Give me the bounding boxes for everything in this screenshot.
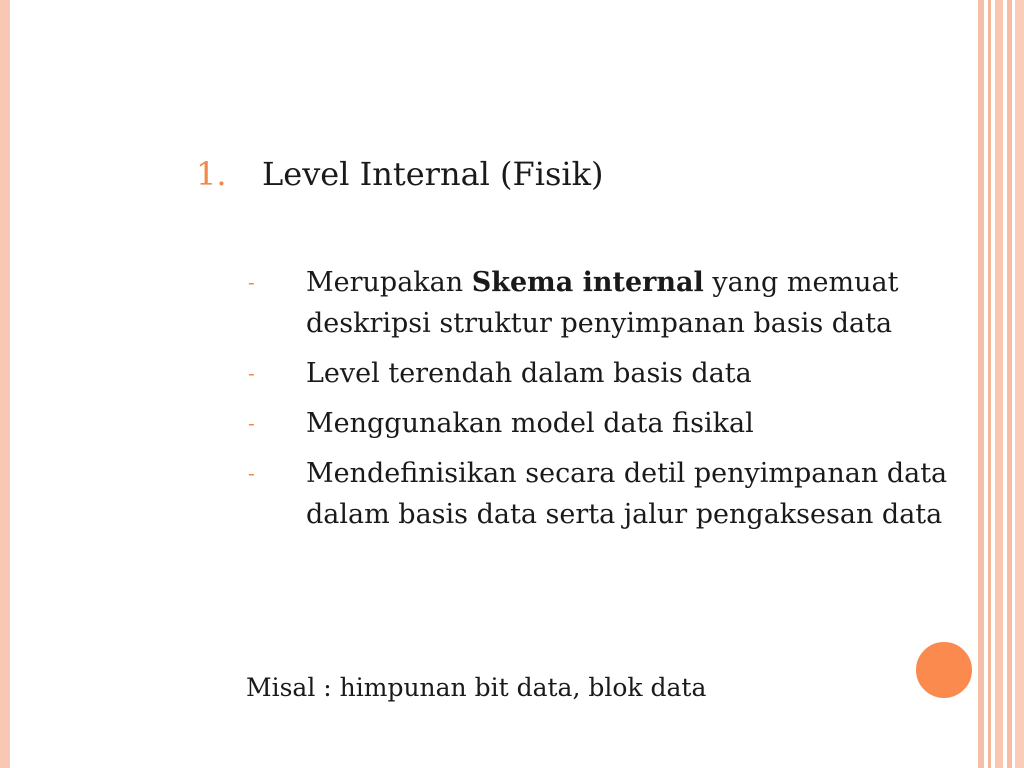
decorative-stripe [978, 0, 984, 768]
decorative-stripe [1015, 0, 1024, 768]
bullet-text: Level terendah dalam basis data [306, 358, 752, 389]
heading-number: 1. [196, 155, 227, 193]
heading-text: Level Internal (Fisik) [262, 155, 604, 193]
decorative-stripe [1007, 0, 1012, 768]
orange-circle-decoration [914, 640, 974, 700]
bullet-text: Mendefinisikan secara detil penyimpanan data dalam basis data serta jalur pengaksesan data [306, 458, 948, 530]
bullet-item [248, 453, 978, 535]
bullet-item [248, 262, 978, 344]
bullet-text-suffix: yang memuat deskripsi struktur penyimpanan basis data [306, 267, 899, 339]
bullet-marker: - [248, 361, 255, 385]
example-text: Misal : himpunan bit data, blok data [246, 673, 707, 702]
bullet-text: Menggunakan model data fisikal [306, 408, 754, 439]
bullet-marker: - [248, 411, 255, 435]
bullet-text-prefix: Merupakan [306, 267, 472, 298]
bullet-bold-term: Skema internal [471, 267, 704, 298]
bullet-item [248, 403, 978, 444]
bullet-item [248, 353, 978, 394]
decorative-stripe [995, 0, 1003, 768]
bullet-marker: - [248, 270, 255, 294]
bullet-marker: - [248, 461, 255, 485]
decorative-stripe [988, 0, 991, 768]
bullet-list [248, 262, 978, 544]
slide-heading [196, 150, 604, 198]
